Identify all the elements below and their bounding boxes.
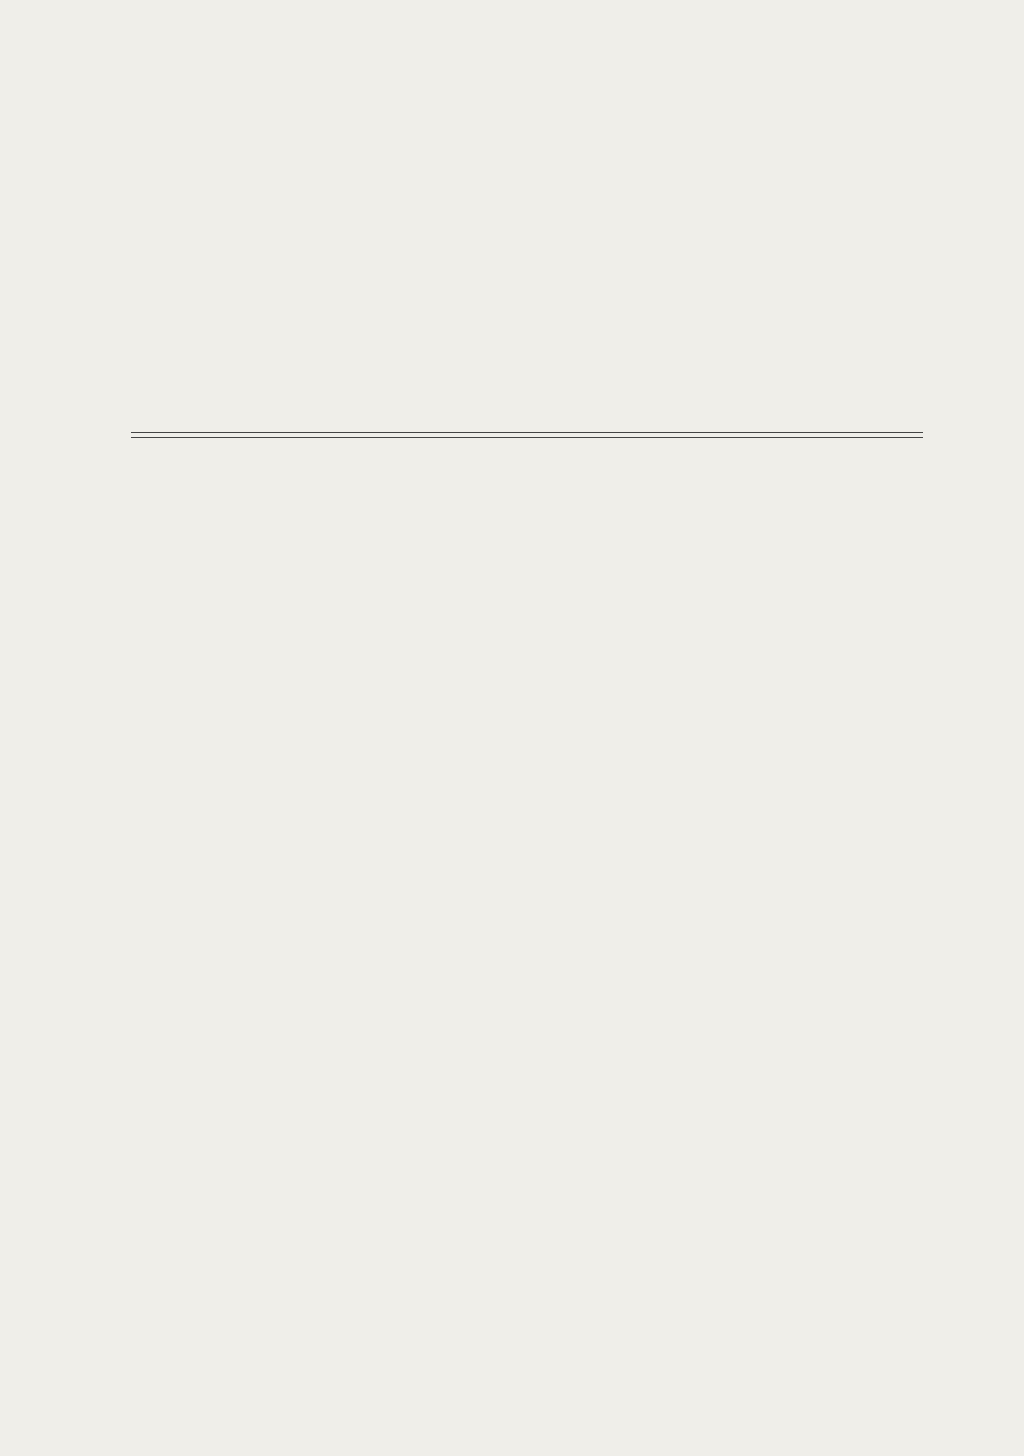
separator-rule-bottom	[131, 437, 923, 438]
separator-rule-top	[131, 432, 923, 433]
